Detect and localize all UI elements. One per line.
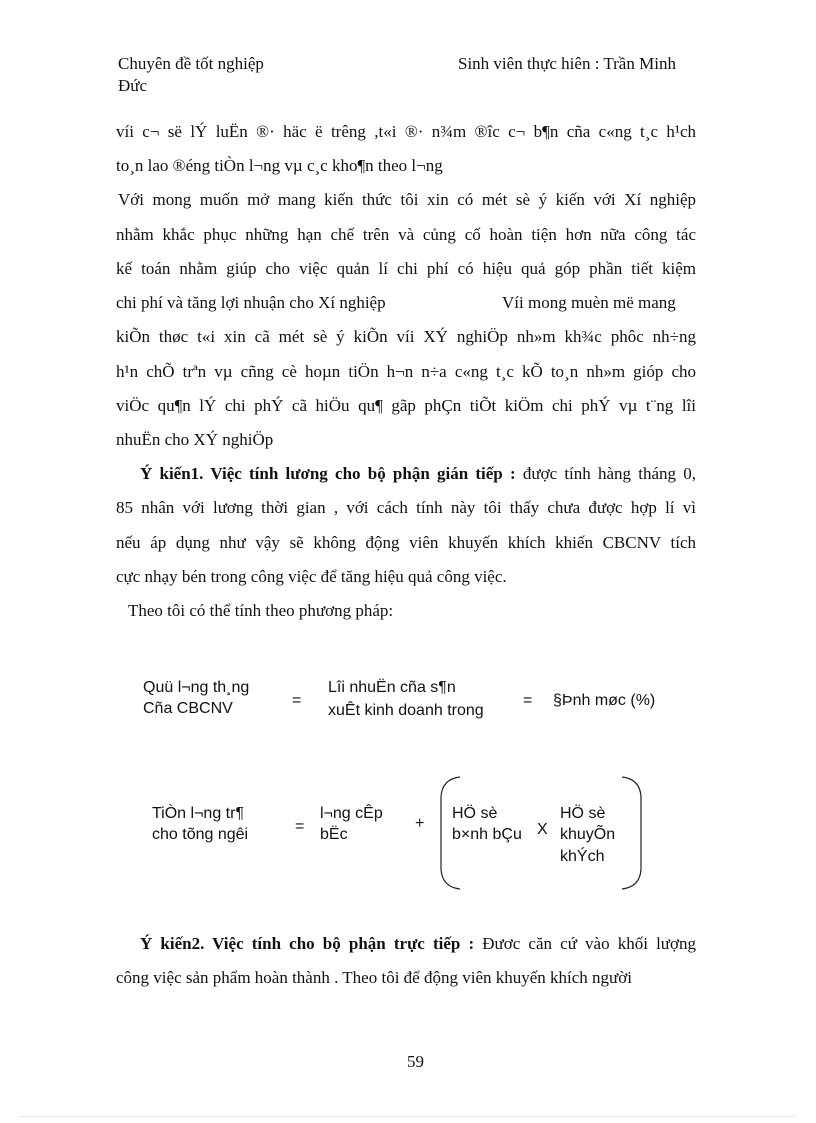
header-left-wrap: Đức: [118, 76, 148, 95]
page-number: 59: [407, 1052, 424, 1071]
idea1-line-2: 85 nhân với lương thời gian , với cách tính này tôi thấy chưa được hợp lí vì: [116, 498, 696, 517]
f1-equals-2: =: [523, 692, 533, 709]
vn-line-3: kế toán nhằm giúp cho việc quản lí chi phí có hiệu quả góp phần tiết kiệm: [116, 259, 696, 278]
f2-lhs-line1: TiÒn l¬ng tr¶: [152, 805, 245, 822]
header-left: Chuyên đề tốt nghiệp: [118, 54, 264, 73]
footer-divider: [20, 1116, 796, 1117]
f1-rhs: §Þnh møc (%): [553, 692, 656, 709]
garbled2-line-4: nhuËn cho XÝ nghiÖp: [116, 430, 274, 449]
garbled-inline-start: Víi mong muèn më mang: [502, 293, 676, 312]
f2-coef2-line3: khÝch: [560, 848, 605, 865]
idea1-line-4: cực nhạy bén trong công việc để tăng hiệu quả công việc.: [116, 567, 507, 586]
f2-plus: +: [415, 815, 425, 832]
f2-lhs-line2: cho tõng ngêi: [152, 826, 249, 843]
f2-equals: =: [295, 818, 305, 835]
f2-coef2-line1: HÖ sè: [560, 805, 606, 822]
header-right: Sinh viên thực hiên : Trần Minh: [458, 54, 676, 73]
f1-mid-line1: Lîi nhuËn cña s¶n: [328, 679, 456, 696]
vn-line-1: Với mong muốn mở mang kiến thức tôi xin có mét sè ý kiến với Xí nghiệp: [118, 190, 696, 209]
f1-lhs-line2: Cña CBCNV: [143, 700, 233, 717]
f1-lhs-line1: Quü l¬ng th¸ng: [143, 679, 250, 696]
vn-line-2: nhằm khắc phục những hạn chế trên và củng cố hoàn tiện hơn nữa công tác: [116, 225, 696, 244]
idea2-heading: Ý kiến2. Việc tính cho bộ phận trực tiếp :: [140, 934, 475, 953]
garbled2-line-2: h¹n chÕ trªn vµ cñng cè hoµn tiÖn h¬n n÷a c«ng t¸c kÕ to¸n nh»m gióp cho: [116, 362, 696, 381]
idea1-heading: Ý kiến1. Việc tính lương cho bộ phận gián tiếp :: [140, 464, 516, 483]
garbled2-line-1: kiÕn thøc t«i xin cã mét sè ý kiÕn víi XÝ nghiÖp nh»m kh¾c phôc nh÷ng: [116, 327, 696, 346]
f2-mid-line1: l¬ng cÊp: [320, 805, 383, 822]
idea2-line-2: công việc sản phẩm hoàn thành . Theo tôi để động viên khuyến khích người: [116, 968, 632, 987]
f1-mid-line2: xuÊt kinh doanh trong: [328, 702, 484, 719]
f2-mid-line2: bËc: [320, 826, 348, 843]
right-paren: [622, 777, 641, 889]
method-line: Theo tôi có thể tính theo phương pháp:: [128, 601, 394, 620]
idea1-first-line: [140, 464, 696, 484]
garbled-line-2: to¸n lao ®éng tiÒn l¬ng vµ c¸c kho¶n theo l¬ng: [116, 156, 443, 175]
garbled2-line-3: viÖc qu¶n lÝ chi phÝ cã hiÖu qu¶ gãp phÇn tiÕt kiÖm chi phÝ vµ t¨ng lîi: [116, 396, 696, 415]
idea1-line-3: nếu áp dụng như vậy sẽ không động viên khuyến khích khiến CBCNV tích: [116, 533, 696, 552]
f2-coef1-line1: HÖ sè: [452, 805, 498, 822]
garbled-line-1: víi c¬ së lÝ luËn ®· häc ë trêng ,t«i ®· n¾m ®îc c¬ b¶n cña c«ng t¸c h¹ch: [116, 122, 696, 141]
f1-equals-1: =: [292, 692, 302, 709]
idea2-first-line: [140, 934, 696, 954]
f2-coef1-line2: b×nh bÇu: [452, 826, 522, 843]
idea2-lead: Đươc căn cứ vào khối lượng: [474, 934, 696, 953]
f2-coef2-line2: khuyÕn: [560, 826, 616, 843]
vn-line-4: chi phí và tăng lợi nhuận cho Xí nghiệp: [116, 293, 386, 312]
idea1-lead: được tính hàng tháng 0,: [515, 464, 696, 483]
f2-times: X: [537, 821, 548, 838]
